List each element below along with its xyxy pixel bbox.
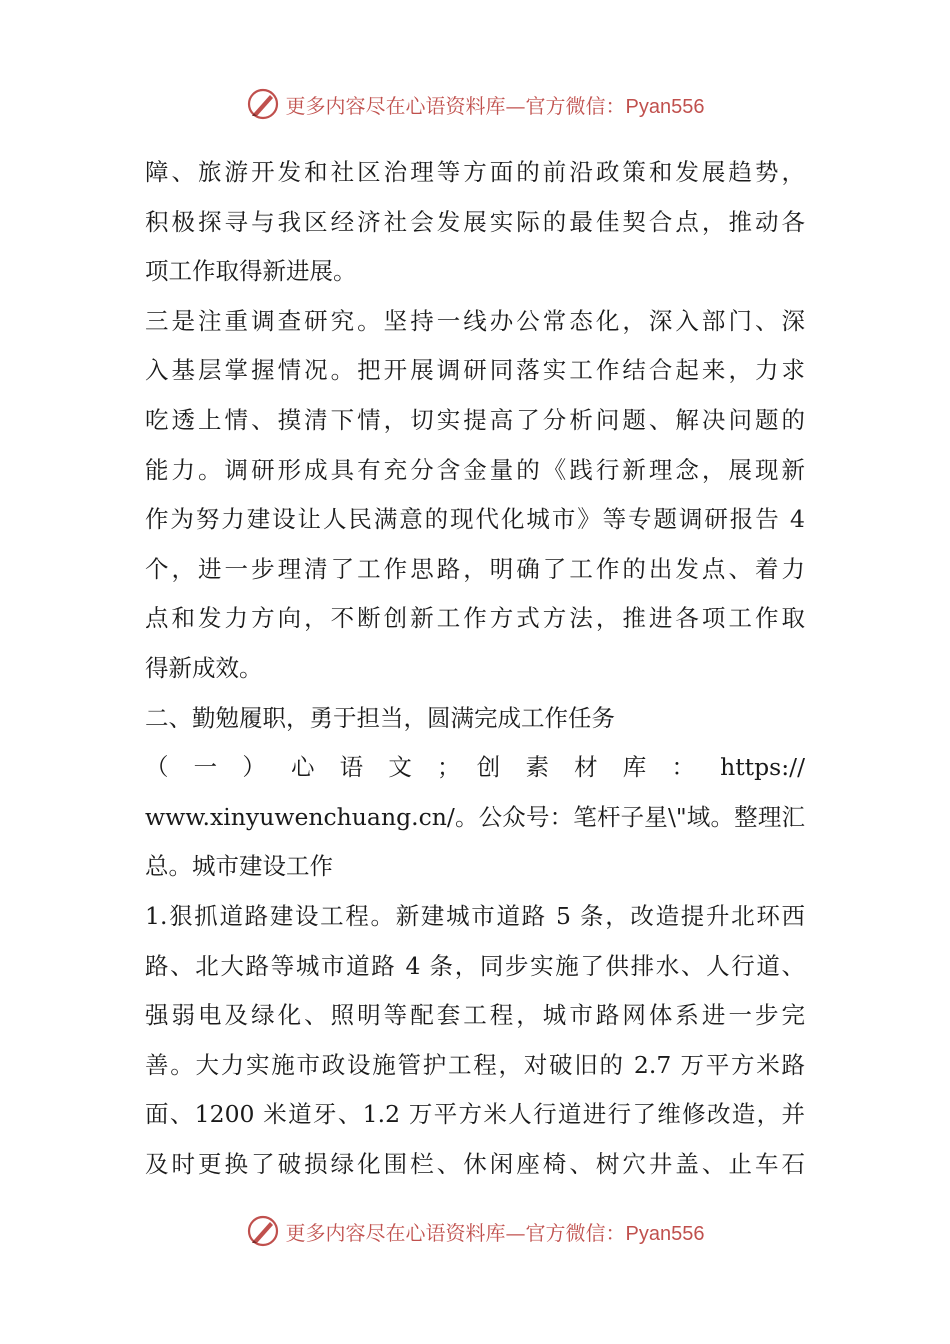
text-line: 能力。调研形成具有充分含金量的《践行新理念，展现新 — [145, 455, 805, 484]
pen-logo-icon — [246, 1214, 280, 1248]
text-line: 吃透上情、摸清下情，切实提高了分析问题、解决问题的 — [145, 405, 805, 434]
text-line: 得新成效。 — [145, 653, 263, 682]
text-line: 强弱电及绿化、照明等配套工程，城市路网体系进一步完 — [145, 1001, 805, 1030]
text-line: 善。大力实施市政设施管护工程，对破旧的 2.7 万平方米路 — [145, 1050, 805, 1079]
text-line: 障、旅游开发和社区治理等方面的前沿政策和发展趋势， — [145, 158, 805, 186]
text-line: 项工作取得新进展。 — [145, 257, 357, 286]
text-line: 个，进一步理清了工作思路，明确了工作的出发点、着力 — [145, 554, 805, 583]
text-line: www.xinyuwenchuang.cn/。公众号：笔杆子星\"域。整理汇 — [145, 802, 805, 831]
text-line: 1.狠抓道路建设工程。新建城市道路 5 条，改造提升北环西 — [145, 901, 805, 930]
header-banner — [0, 84, 950, 124]
document-body — [145, 148, 805, 1189]
banner-text: 更多内容尽在心语资料库—官方微信：Pyan556 — [285, 93, 705, 118]
text-line: （ 一 ） 心 语 文 ； 创 素 材 库 ： https:// — [145, 753, 805, 782]
banner-text: 更多内容尽在心语资料库—官方微信：Pyan556 — [285, 1220, 705, 1245]
text-line: 路、北大路等城市道路 4 条，同步实施了供排水、人行道、 — [145, 951, 805, 980]
text-line: 面、1200 米道牙、1.2 万平方米人行道进行了维修改造，并 — [145, 1100, 805, 1129]
wechat-id: Pyan556 — [625, 95, 705, 118]
text-line: 及时更换了破损绿化围栏、休闲座椅、树穴井盖、止车石 — [145, 1149, 805, 1178]
text-line: 总。城市建设工作 — [145, 852, 333, 881]
text-line: 作为努力建设让人民满意的现代化城市》等专题调研报告 4 — [145, 505, 805, 534]
footer-banner — [0, 1211, 950, 1251]
text-line: 二、勤勉履职，勇于担当，圆满完成工作任务 — [145, 703, 615, 732]
text-line: 入基层掌握情况。把开展调研同落实工作结合起来，力求 — [145, 356, 805, 385]
wechat-id: Pyan556 — [625, 1222, 705, 1245]
text-line: 三是注重调查研究。坚持一线办公常态化，深入部门、深 — [145, 306, 805, 335]
pen-logo-icon — [246, 87, 280, 121]
text-line: 积极探寻与我区经济社会发展实际的最佳契合点，推动各 — [145, 207, 805, 236]
text-line: 点和发力方向，不断创新工作方式方法，推进各项工作取 — [145, 604, 805, 633]
